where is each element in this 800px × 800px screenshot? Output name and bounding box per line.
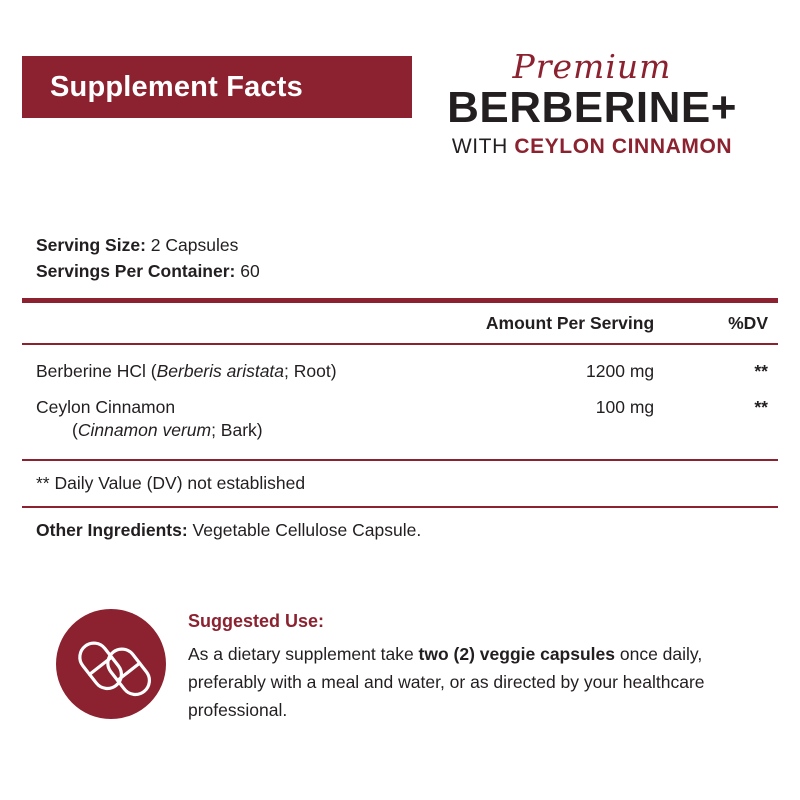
column-header-name — [22, 303, 445, 344]
ingredient-dv: ** — [754, 360, 768, 381]
other-ingredients — [22, 508, 778, 541]
ingredient-subline-italic: Cinnamon verum — [77, 420, 212, 441]
brand-name: BERBERINE+ — [447, 83, 737, 132]
ingredient-amount: 100 mg — [595, 396, 655, 417]
serving-size-row — [36, 233, 778, 258]
suggested-use-bold: two (2) veggie capsules — [418, 643, 615, 664]
serving-size-value: 2 Capsules — [145, 235, 239, 256]
ingredient-dv: ** — [754, 396, 768, 417]
table-row — [22, 344, 778, 384]
ingredient-amount: 1200 mg — [586, 360, 655, 381]
header — [0, 0, 800, 159]
suggested-use-heading: Suggested Use: — [188, 610, 325, 631]
daily-value-note: ** Daily Value (DV) not established — [36, 472, 306, 493]
column-header-amount: Amount Per Serving — [445, 303, 672, 344]
suggested-use-body — [188, 640, 770, 724]
other-ingredients-label: Other Ingredients: — [36, 519, 188, 540]
brand-subtitle — [412, 135, 772, 159]
ingredient-subline-tail: ; Bark) — [211, 420, 263, 441]
suggested-use-section — [36, 601, 770, 724]
serving-info — [0, 159, 800, 284]
servings-per-container-row — [36, 259, 778, 284]
servings-per-container-value: 60 — [235, 260, 260, 281]
capsules-icon — [56, 609, 166, 719]
brand-subtitle-prefix: WITH — [451, 135, 515, 159]
ingredient-name-tail: ; Root) — [284, 360, 337, 381]
servings-per-container-label: Servings Per Container: — [36, 260, 236, 281]
table-row — [22, 384, 778, 443]
ingredient-subline-open: ( — [72, 420, 78, 441]
serving-size-label: Serving Size: — [36, 235, 146, 256]
suggested-use-text-block — [188, 601, 770, 724]
ingredient-name — [22, 344, 445, 384]
column-header-dv: %DV — [672, 303, 778, 344]
brand-lockup — [412, 47, 778, 159]
ingredient-name-main: Berberine HCl ( — [36, 360, 157, 381]
facts-table — [22, 298, 778, 443]
table-header-row — [22, 303, 778, 344]
suggested-use-part1: As a dietary supplement take — [188, 643, 419, 664]
other-ingredients-value: Vegetable Cellulose Capsule. — [187, 519, 422, 540]
brand-premium: Premium — [512, 47, 672, 86]
brand-subtitle-highlight: CEYLON CINNAMON — [514, 135, 733, 159]
page-title: Supplement Facts — [50, 70, 303, 103]
ingredient-name — [22, 384, 445, 443]
ingredient-name-main: Ceylon Cinnamon — [36, 396, 176, 417]
supplement-facts-banner — [22, 56, 412, 118]
suggested-use-part2: once daily, preferably with a meal and water, or as directed by your healthcare professional. — [188, 643, 705, 720]
ingredient-name-italic: Berberis aristata — [156, 360, 285, 381]
ingredient-name-subline — [36, 419, 445, 443]
